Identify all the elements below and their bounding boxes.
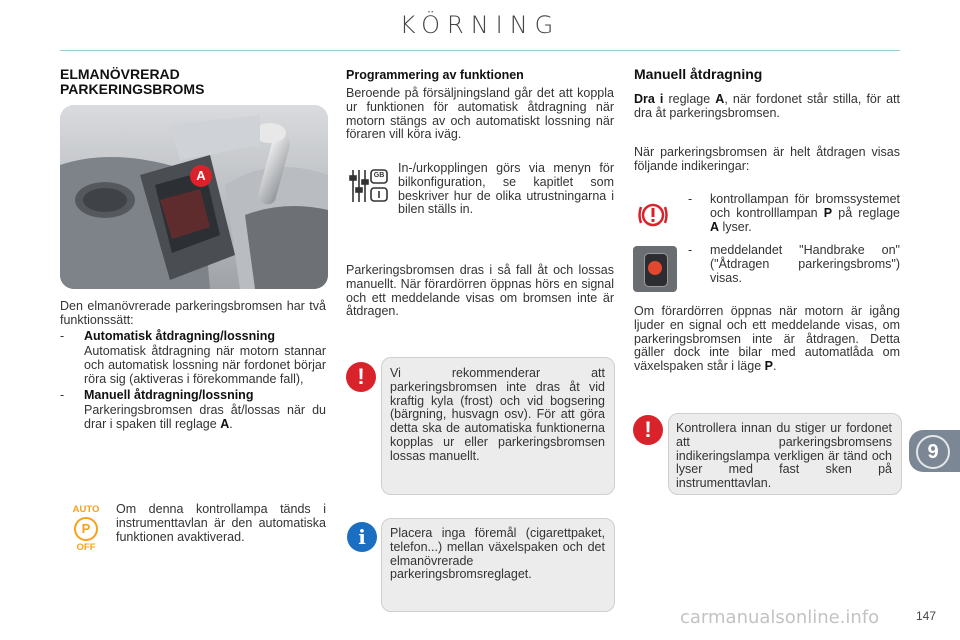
section-heading-electric-parking-brake	[60, 67, 330, 96]
watermark: carmanualsonline.info	[680, 607, 880, 628]
page-title: KÖRNING	[399, 11, 561, 39]
check-lamp-warning-text: Kontrollera innan du stiger ur fordonet att parkeringsbromsens indikeringslampa verkligen är tänd och lyser med fast sken på instrumenttavlan.	[676, 421, 892, 490]
section-title-line-1: ELMANÖVRERAD	[60, 66, 180, 82]
left-body-text	[60, 300, 326, 432]
auto-off-lamp-text: Om denna kontrollampa tänds i instrumenttavlan är den automatiska funktionen avaktiverad.	[116, 502, 326, 544]
mode-title-automatic: Automatisk åtdragning/lossning	[84, 328, 275, 343]
info-note-text: Placera inga föremål (cigarettpaket, telefon...) mellan växelspaken och det elmanövrerade parkeringsbromsreglaget.	[390, 526, 605, 582]
programming-heading: Programmering av funktionen	[346, 68, 524, 82]
mode-title-manual: Manuell åtdragning/lossning	[84, 387, 254, 402]
info-icon: i	[347, 522, 377, 552]
manual-apply-text: Dra i reglage A, när fordonet står stilla, för att dra åt parkeringsbromsen.	[634, 92, 901, 120]
chapter-tab[interactable]	[909, 430, 960, 472]
indication-lamp-text: kontrollampan för bromssystemet och kontrolllampan P på reglage A lyser.	[710, 192, 900, 234]
brake-warning-lamp-icon	[636, 198, 670, 232]
info-note	[381, 518, 615, 612]
indications-intro: När parkeringsbromsen är helt åtdragen visas följande indikeringar:	[634, 145, 900, 173]
list-dash: -	[60, 328, 65, 343]
indication-message-text: meddelandet "Handbrake on" ("Åtdragen parkeringsbroms") visas.	[710, 243, 900, 285]
programming-text: Beroende på försäljningsland går det att koppla ur funktionen för automatisk åtdragning när motorn stängs av och automatiskt lossning när föraren vill köra iväg.	[346, 86, 614, 142]
warning-icon: !	[346, 362, 376, 392]
console-illustration	[60, 105, 328, 289]
indication-item-message: - meddelandet "Handbrake on" ("Åtdragen parkeringsbroms") visas.	[688, 243, 900, 285]
cold-weather-warning-text: Vi rekommenderar att parkeringsbromsen inte dras åt vid kraftig kyla (frost) och vid bogsering (bärgning, husvagn osv). För att göra detta ska de automatiska funktionerna kopplas ur eller parkeringsbromsen lossas manuellt.	[390, 366, 605, 463]
manual-apply-heading: Manuell åtdragning	[634, 66, 763, 82]
warning-icon: !	[633, 415, 663, 445]
door-open-text: Om förardörren öppnas när motorn är igång ljuder en signal och ett meddelande visas, om parkeringsbromsen inte är åtdragen. Detta gäller dock inte bilar med automatlåda om växelspaken står i läge P.	[634, 304, 900, 373]
reference-label-a: A	[190, 165, 212, 187]
auto-p-off-icon: AUTO P OFF	[72, 504, 100, 553]
mode-item-automatic	[60, 330, 326, 387]
mode-text-manual: Parkeringsbromsen dras åt/lossas när du drar i spaken till reglage A.	[84, 403, 326, 431]
parking-brake-photo	[60, 105, 328, 289]
cold-weather-warning-note	[381, 357, 615, 495]
mode-item-manual	[60, 389, 326, 432]
config-menu-icon: GB	[348, 166, 390, 206]
page-number: 147	[916, 609, 937, 623]
indication-item-lamp: - kontrollampan för bromssystemet och kontrolllampan P på reglage A lyser.	[688, 192, 900, 234]
chapter-number: 9	[916, 435, 950, 469]
header-divider	[60, 50, 900, 51]
brake-control-button-image	[633, 246, 677, 292]
mode-text-automatic: Automatisk åtdragning när motorn stannar och automatisk lossning när fordonet börjar röra sig (aktiveras i förekommande fall),	[84, 344, 326, 386]
manual-mode-text: Parkeringsbromsen dras i så fall åt och lossas manuellt. När förardörren öppnas hörs en signal och ett meddelande visas om bromsen inte är åtdragen.	[346, 263, 614, 319]
check-lamp-warning-note	[668, 413, 902, 495]
list-dash: -	[60, 387, 65, 402]
intro-paragraph: Den elmanövrerade parkeringsbromsen har två funktionssätt:	[60, 299, 326, 327]
section-title-line-2: PARKERINGSBROMS	[60, 80, 205, 97]
config-text: In-/urkopplingen görs via menyn för bilkonfiguration, se kapitlet som beskriver hur de olika utrustningarna i bilen ställs in.	[398, 161, 614, 217]
